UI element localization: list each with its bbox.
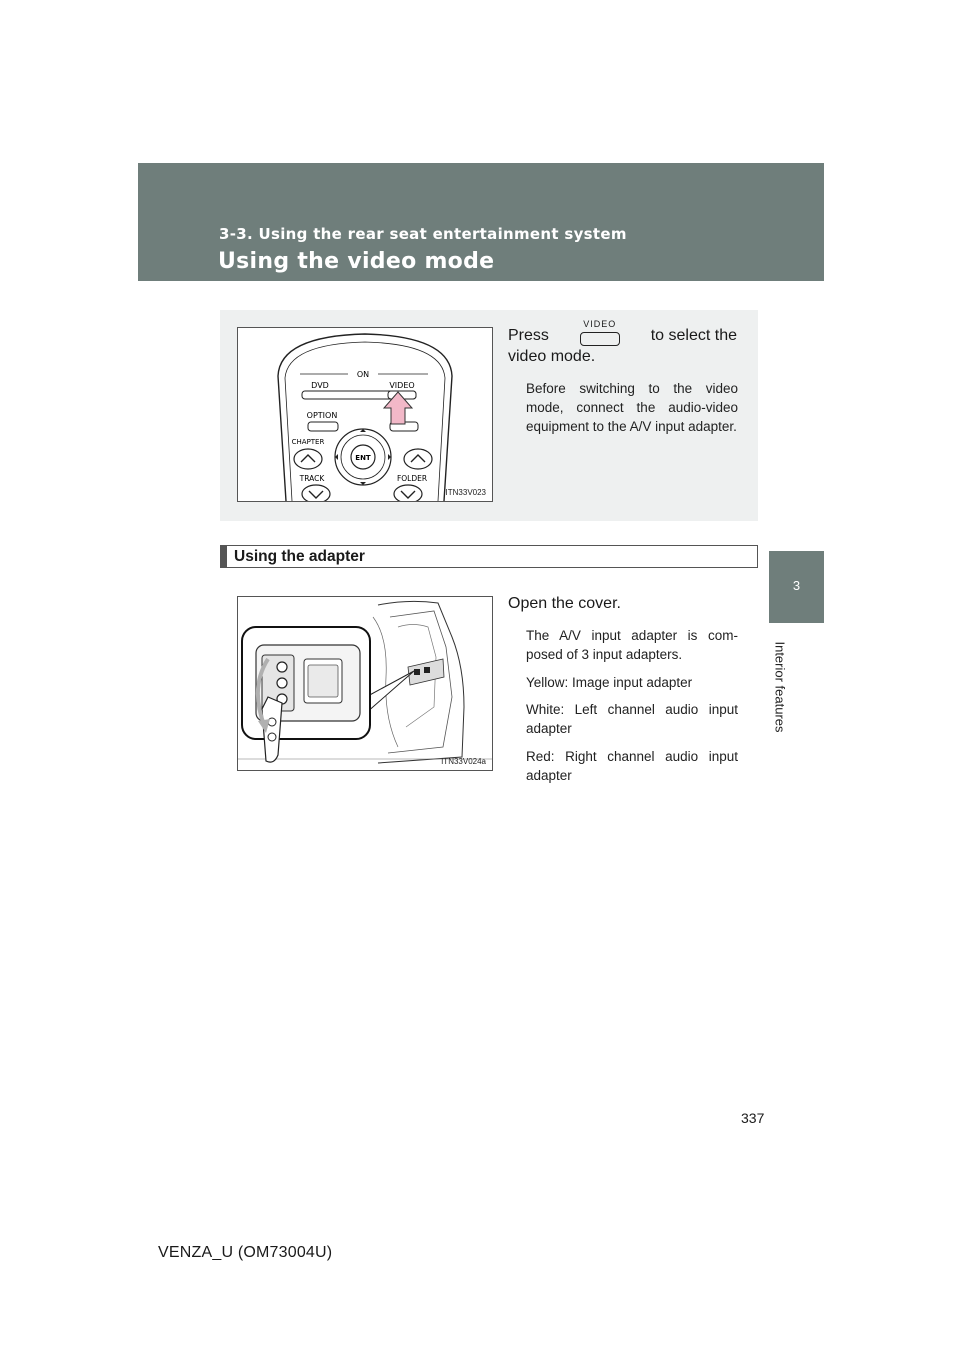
open-cover-instruction: Open the cover. <box>508 595 621 612</box>
chapter-header <box>138 163 824 281</box>
chapter-tab-label: Interior features <box>772 641 788 733</box>
svg-text:VIDEO: VIDEO <box>389 381 415 390</box>
adapter-note-red: Red: Right channel audio input adapter <box>526 749 738 783</box>
svg-text:OPTION: OPTION <box>306 411 338 420</box>
svg-text:TRACK: TRACK <box>299 474 325 483</box>
figure-id: ITN33V024a <box>441 757 486 766</box>
adapter-illustration <box>237 596 493 771</box>
press-instruction-continued: video mode. <box>508 348 596 365</box>
footer-model-code: VENZA_U (OM73004U) <box>158 1244 333 1261</box>
remote-control-drawing <box>238 328 492 501</box>
svg-text:CHAPTER: CHAPTER <box>291 438 325 446</box>
video-mode-note: Before switching to the video mode, connect the audio-video equipment to the A/V input adapter. <box>526 381 738 434</box>
svg-text:DVD: DVD <box>311 381 329 390</box>
adapter-note: The A/V input adapter is com-posed of 3 input adapters. <box>526 628 738 662</box>
figure-id: ITN33V023 <box>445 488 486 497</box>
chapter-tab-number: 3 <box>792 578 801 593</box>
chapter-tab <box>769 551 824 623</box>
on-label: ON <box>356 370 370 379</box>
press-instruction: Press VIDEO to select the <box>508 325 737 347</box>
cargo-area-drawing <box>238 597 492 770</box>
adapter-note-yellow: Yellow: Image input adapter <box>526 675 693 690</box>
page-number: 337 <box>741 1110 765 1126</box>
adapter-note-white: White: Left channel audio input adapter <box>526 702 738 736</box>
subsection-heading: Using the adapter <box>220 545 758 568</box>
svg-text:ENT: ENT <box>355 454 371 462</box>
svg-text:FOLDER: FOLDER <box>396 474 428 483</box>
page-title: Using the video mode <box>218 249 495 274</box>
remote-control-illustration <box>237 327 493 502</box>
section-title: 3-3. Using the rear seat entertainment system <box>219 225 627 243</box>
video-button-icon: VIDEO <box>578 325 622 347</box>
